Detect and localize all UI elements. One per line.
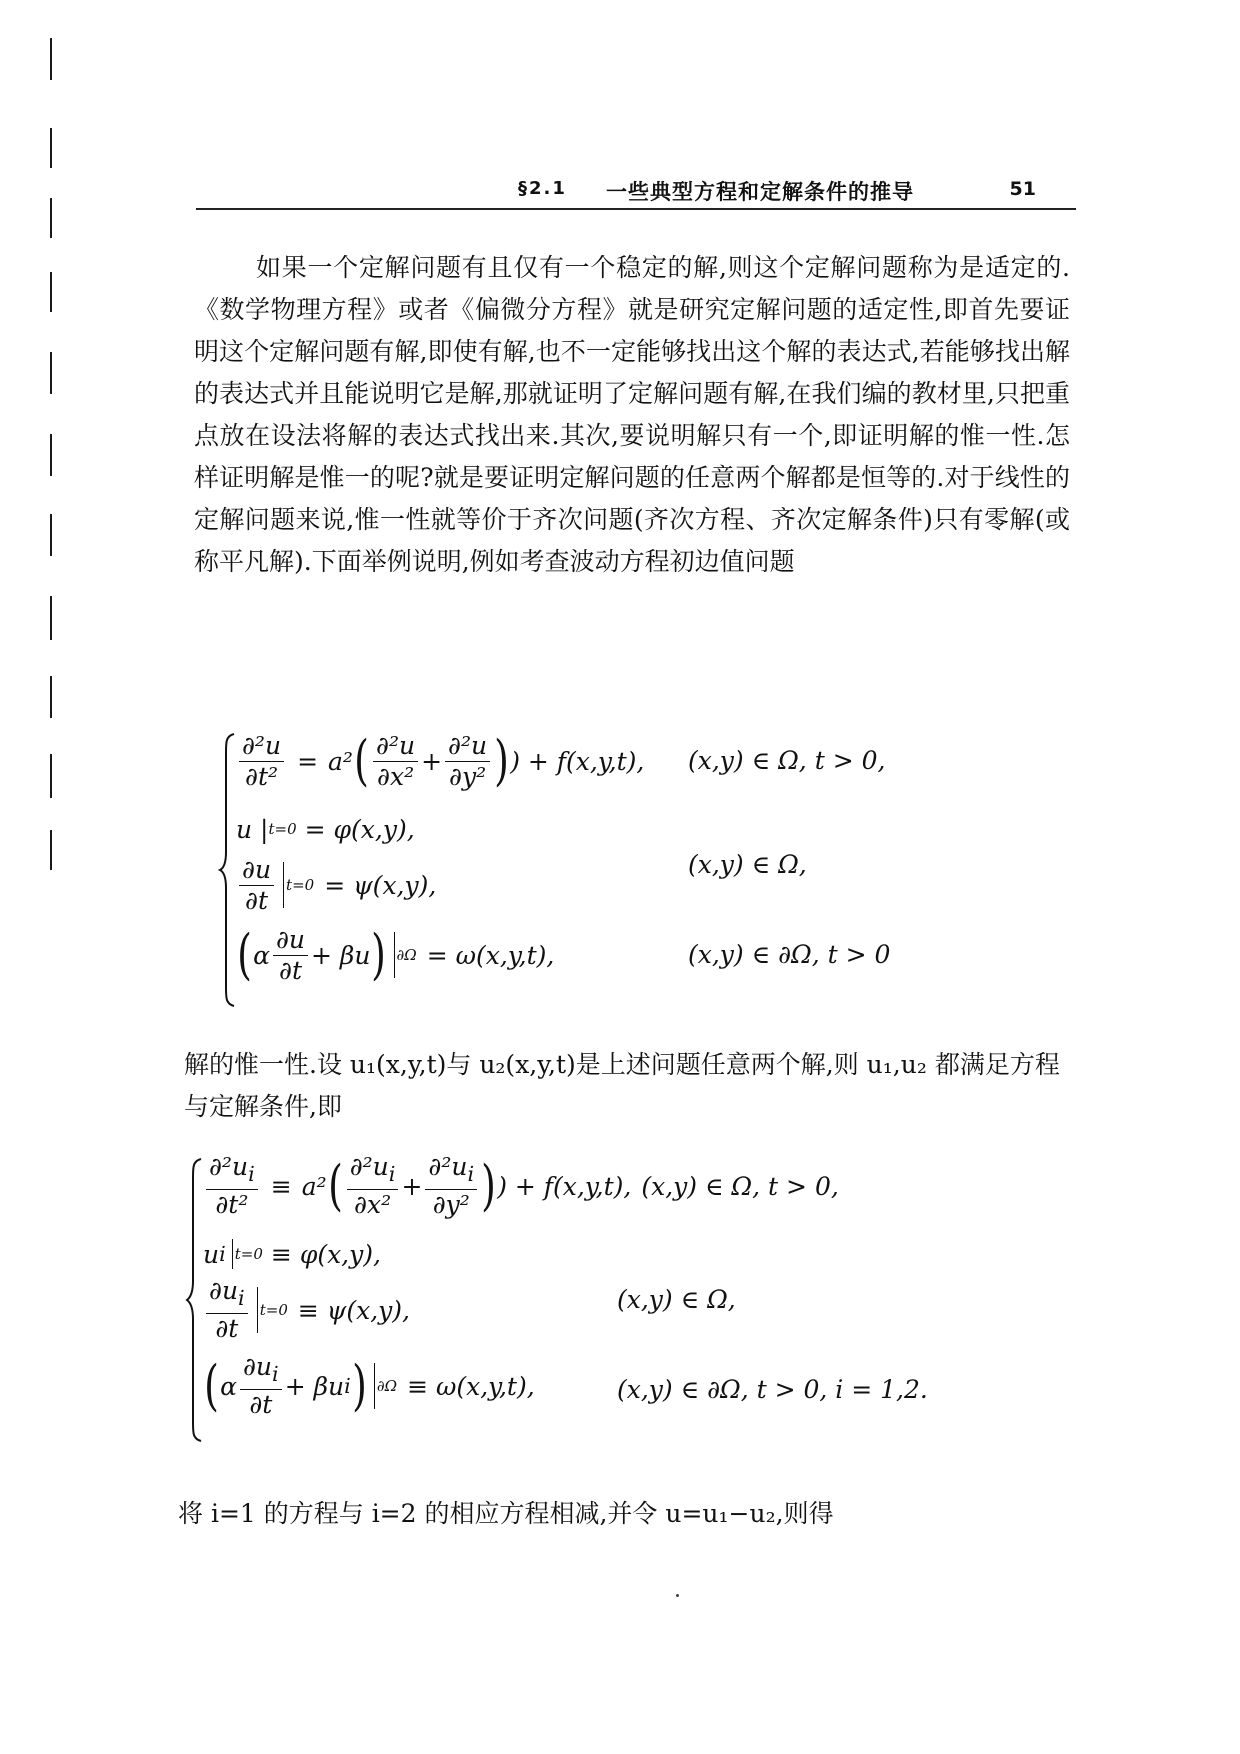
- velocity-subscript: t=0: [286, 876, 315, 894]
- initial-u: u |: [236, 814, 269, 844]
- equation-row-pde: $\frac{\text{∂²u}}{\text{∂t²}}$ = a² ( $\frac{\text{∂²u}}{\text{∂x²}}$ + $\frac{\text{∂²u}}{\text{∂y²}}$ ) ) + f(x,y,t),: [236, 730, 644, 792]
- boundary-ui-subscript: ∂Ω: [376, 1377, 398, 1395]
- boundary-rhs: = ω(x,y,t),: [426, 940, 555, 970]
- body-paragraph-uniqueness: 解的惟一性.设 u₁(x,y,t)与 u₂(x,y,t)是上述问题任意两个解,则 u₁,u₂ 都满足方程与定解条件,即: [184, 1050, 1060, 1121]
- fraction-d2ui-dy2: $\frac{\partial^2u_i}{\text{∂y²}}$: [425, 1153, 477, 1219]
- scan-mark: [50, 198, 52, 238]
- boundary-ui-middle: + βu: [284, 1371, 345, 1401]
- equation-system-two-solutions: [185, 1152, 1065, 1445]
- fraction-dui-dt-boundary: $\frac{\partial u_i}{\partial t}$: [240, 1353, 282, 1419]
- fraction-dui-dt: $\frac{\partial u_i}{\partial t}$: [206, 1277, 248, 1343]
- initial-ui-domain: (x,y) ∈ Ω,: [617, 1285, 736, 1314]
- fraction-du-dt-boundary: $\frac{\partial u}{\partial t}$: [273, 926, 308, 985]
- section-title: 一些典型方程和定解条件的推导: [606, 180, 914, 204]
- scan-mark: [50, 38, 52, 80]
- initial-ui: u: [203, 1239, 220, 1269]
- velocity-ui-rhs: ≡ ψ(x,y),: [297, 1295, 410, 1325]
- velocity-ui-subscript: t=0: [259, 1301, 288, 1319]
- boundary-subscript: ∂Ω: [396, 946, 417, 964]
- equation-row-boundary-ui: ( α $\frac{\partial u_i}{\partial t}$ + βu i ) ∂Ω ≡ ω(x,y,t),: [204, 1352, 535, 1419]
- scan-mark: [50, 514, 52, 556]
- pde-domain: (x,y) ∈ Ω, t > 0,: [688, 746, 886, 775]
- scan-mark: [50, 352, 52, 394]
- fraction-d2u-dy2: $\frac{\text{∂²u}}{\text{∂y²}}$: [445, 732, 490, 791]
- left-brace: [218, 730, 238, 1010]
- scan-mark: [50, 596, 52, 640]
- pde-source-term: ) + f(x,y,t),: [510, 746, 645, 776]
- velocity-rhs: = ψ(x,y),: [324, 870, 437, 900]
- boundary-ui-rhs: ≡ ω(x,y,t),: [407, 1371, 535, 1401]
- scan-speck: [676, 1594, 679, 1597]
- boundary-ui-index: i: [344, 1374, 351, 1398]
- pde-ui-source-term: ) + f(x,y,t),: [497, 1171, 632, 1201]
- equation-row-initial-velocity-ui: [203, 1276, 410, 1343]
- boundary-domain: (x,y) ∈ ∂Ω, t > 0: [688, 940, 891, 969]
- scan-mark: [50, 754, 52, 798]
- equation-row-initial-value: [236, 798, 415, 860]
- body-paragraph-subtract: 将 i=1 的方程与 i=2 的相应方程相减,并令 u=u₁−u₂,则得: [178, 1499, 834, 1528]
- scan-mark: [50, 128, 52, 168]
- boundary-middle: + βu: [311, 940, 371, 970]
- initial-ui-rhs: ≡ φ(x,y),: [270, 1239, 381, 1269]
- fraction-d2ui-dx2: $\frac{\partial^2u_i}{\text{∂x²}}$: [347, 1153, 399, 1219]
- equation-row-initial-velocity: [236, 854, 436, 916]
- running-header: [196, 168, 1076, 210]
- body-paragraph-intro: 如果一个定解问题有且仅有一个稳定的解,则这个定解问题称为是适定的.《数学物理方程》或者《偏微分方程》就是研究定解问题的适定性,即首先要证明这个定解问题有解,即使有解,也不一定能够找出这个解的表达式,若能够找出解的表达式并且能说明它是解,那就证明了定解问题有解,在我们编的教材里,只把重点放在设法将解的表达式找出来.其次,要说明解只有一个,即证明解的惟一性.怎样证明解是惟一的呢?就是要证明定解问题的任意两个解都是恒等的.对于线性的定解问题来说,惟一性就等价于齐次问题(齐次方程、齐次定解条件)只有零解(或称平凡解).下面举例说明,例如考查波动方程初边值问题: [194, 253, 1070, 576]
- initial-domain: (x,y) ∈ Ω,: [688, 850, 807, 879]
- initial-subscript: t=0: [268, 820, 297, 838]
- scan-mark: [50, 434, 52, 476]
- equation-system-wave-ibvp: [218, 730, 1078, 1010]
- page-number: 51: [1009, 178, 1036, 200]
- fraction-d2ui-dt2: $\frac{\partial^2u_i}{\text{∂t²}}$: [206, 1153, 258, 1219]
- scan-mark: [50, 272, 52, 312]
- boundary-ui-domain: (x,y) ∈ ∂Ω, t > 0, i = 1,2.: [617, 1375, 928, 1404]
- section-number: §2.1: [518, 178, 567, 199]
- scan-mark: [50, 830, 52, 870]
- fraction-d2u-dt2: $\frac{\text{∂²u}}{\text{∂t²}}$: [239, 732, 284, 791]
- left-brace: [185, 1155, 205, 1445]
- initial-ui-index: i: [219, 1242, 226, 1266]
- equation-row-boundary: ( α $\frac{\partial u}{\partial t}$ + βu ) ∂Ω = ω(x,y,t),: [237, 923, 555, 986]
- equation-row-pde-ui: $\frac{\partial^2u_i}{\text{∂t²}}$ ≡ a² ( $\frac{\partial^2u_i}{\text{∂x²}}$ + $\frac{\partial^2u_i}{\text{∂y²}}$ ) ) + f(x,y,t), (x,y) ∈ Ω, t > 0,: [203, 1155, 839, 1217]
- initial-ui-subscript: t=0: [234, 1245, 263, 1263]
- pde-ui-domain: (x,y) ∈ Ω, t > 0,: [641, 1171, 839, 1201]
- scan-mark: [50, 676, 52, 718]
- fraction-d2u-dx2: $\frac{\text{∂²u}}{\text{∂x²}}$: [373, 732, 418, 791]
- fraction-du-dt: $\frac{\partial u}{\partial t}$: [239, 856, 274, 915]
- initial-rhs: = φ(x,y),: [304, 814, 415, 844]
